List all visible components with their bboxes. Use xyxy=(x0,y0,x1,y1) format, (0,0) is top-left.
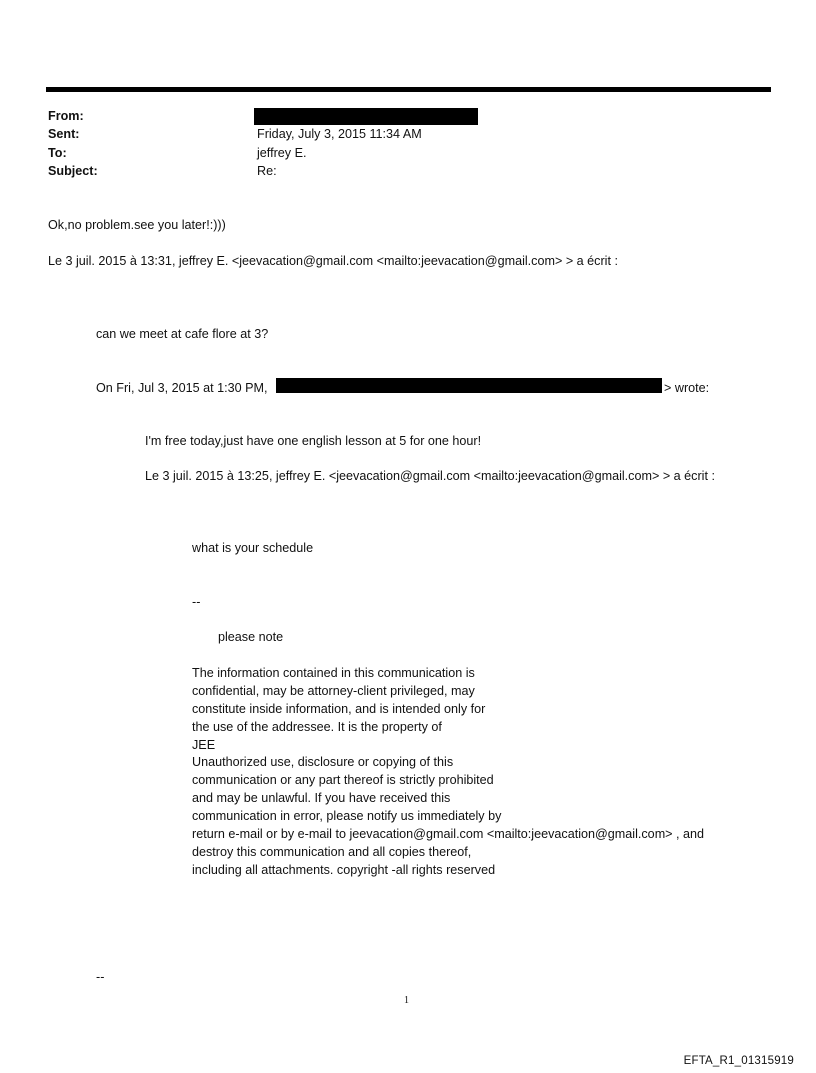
subject-value: Re: xyxy=(257,164,277,178)
notice-line: return e-mail or by e-mail to jeevacation@gmail.com <mailto:jeevacation@gmail.com> , and xyxy=(192,827,705,842)
subject-label: Subject: xyxy=(48,164,98,178)
redacted-address xyxy=(276,378,662,393)
bates-number: EFTA_R1_01315919 xyxy=(683,1055,794,1067)
notice-line: The information contained in this communication is xyxy=(192,666,475,680)
notice-line: communication or any part thereof is strictly prohibited xyxy=(192,773,494,788)
notice-line: communication in error, please notify us immediately by xyxy=(192,809,502,824)
notice-line: JEE xyxy=(192,737,216,752)
quote-header-3: Le 3 juil. 2015 à 13:25, jeffrey E. <jeevacation@gmail.com <mailto:jeevacation@gmail.com> > a écrit : xyxy=(145,469,715,483)
from-label: From: xyxy=(48,109,84,123)
please-note: please note xyxy=(218,630,284,644)
notice-line: the use of the addressee. It is the property of xyxy=(192,719,442,734)
notice-line: Unauthorized use, disclosure or copying of this xyxy=(192,755,454,770)
notice-line: confidential, may be attorney-client privileged, may xyxy=(192,683,475,698)
quoted-reply: I'm free today,just have one english lesson at 5 for one hour! xyxy=(145,434,482,448)
reply-line: Ok,no problem.see you later!:))) xyxy=(48,218,226,232)
to-label: To: xyxy=(48,146,67,160)
quote-header-2-prefix: On Fri, Jul 3, 2015 at 1:30 PM, xyxy=(96,381,268,395)
header-rule xyxy=(46,87,771,92)
notice-line: including all attachments. copyright -all rights reserved xyxy=(192,862,496,877)
quoted-schedule-question: what is your schedule xyxy=(192,541,314,555)
notice-line: constitute inside information, and is intended only for xyxy=(192,701,486,716)
to-value: jeffrey E. xyxy=(257,146,307,160)
confidentiality-notice xyxy=(192,665,704,880)
sent-label: Sent: xyxy=(48,127,80,141)
notice-line: and may be unlawful. If you have received this xyxy=(192,791,451,806)
bottom-dash: -- xyxy=(96,970,105,984)
quote-header-2-suffix: > wrote: xyxy=(664,381,710,395)
redacted-sender xyxy=(254,108,478,125)
page-number: 1 xyxy=(404,995,409,1006)
quote-header-1: Le 3 juil. 2015 à 13:31, jeffrey E. <jeevacation@gmail.com <mailto:jeevacation@gmail.com> > a écrit : xyxy=(48,254,618,268)
signature-dash: -- xyxy=(192,595,201,609)
sent-value: Friday, July 3, 2015 11:34 AM xyxy=(257,127,422,141)
notice-line: destroy this communication and all copies thereof, xyxy=(192,844,472,859)
quoted-question: can we meet at cafe flore at 3? xyxy=(96,327,269,341)
